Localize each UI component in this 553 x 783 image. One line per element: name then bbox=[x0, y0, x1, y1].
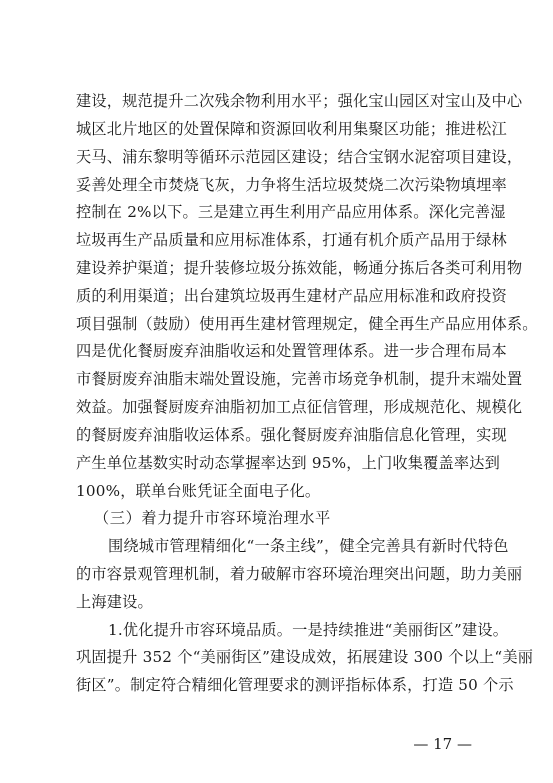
paragraph-1-line-13: 的餐厨废弃油脂收运体系。强化餐厨废弃油脂信息化管理，实现 bbox=[76, 425, 507, 444]
paragraph-1-line-1: 建设，规范提升二次残余物利用水平；强化宝山园区对宝山及中心 bbox=[76, 92, 523, 110]
paragraph-1-line-12: 效益。加强餐厨废弃油脂初加工点征信管理，形成规范化、规模化 bbox=[76, 398, 523, 416]
paragraph-1-line-2: 城区北片地区的处置保障和资源回收利用集聚区功能；推进松江 bbox=[76, 119, 507, 138]
paragraph-2-line-2: 的市容景观管理机制，着力破解市容环境治理突出问题，助力美丽 bbox=[76, 564, 523, 583]
paragraph-3-line-3: 街区”。制定符合精细化管理要求的测评指标体系，打造 50 个示 bbox=[76, 676, 514, 695]
paragraph-1-line-15: 100%，联单台账凭证全面电子化。 bbox=[76, 481, 321, 500]
paragraph-1-line-7: 建设养护渠道；提升装修垃圾分拣效能，畅通分拣后各类可利用物 bbox=[76, 258, 523, 277]
paragraph-3-line-1: 1.优化提升市容环境品质。一是持续推进“美丽街区”建设。 bbox=[108, 620, 509, 639]
paragraph-2-line-1: 围绕城市管理精细化“一条主线”，健全完善具有新时代特色 bbox=[108, 537, 509, 556]
paragraph-3-line-2: 巩固提升 352 个“美丽街区”建设成效，拓展建设 300 个以上“美丽 bbox=[76, 648, 534, 667]
paragraph-1-line-11: 市餐厨废弃油脂末端处置设施，完善市场竞争机制，提升末端处置 bbox=[76, 370, 523, 389]
section-heading: （三）着力提升市容环境治理水平 bbox=[94, 509, 331, 528]
paragraph-1-line-6: 垃圾再生产品质量和应用标准体系，打通有机介质产品用于绿林 bbox=[76, 231, 507, 250]
paragraph-1-line-10: 四是优化餐厨废弃油脂收运和处置管理体系。进一步合理布局本 bbox=[76, 342, 507, 361]
page-number: — 17 — bbox=[413, 735, 472, 753]
paragraph-1-line-14: 产生单位基数实时动态掌握率达到 95%，上门收集覆盖率达到 bbox=[76, 453, 501, 472]
paragraph-1-line-4: 妥善处理全市焚烧飞灰，力争将生活垃圾焚烧二次污染物填埋率 bbox=[76, 175, 507, 194]
paragraph-2-line-3: 上海建设。 bbox=[76, 592, 153, 611]
paragraph-1-line-3: 天马、浦东黎明等循环示范园区建设；结合宝钢水泥窑项目建设， bbox=[76, 147, 523, 166]
paragraph-1-line-8: 质的利用渠道；出台建筑垃圾再生建材产品应用标准和政府投资 bbox=[76, 286, 507, 305]
paragraph-1-line-9: 项目强制（鼓励）使用再生建材管理规定，健全再生产品应用体系。 bbox=[76, 314, 538, 333]
paragraph-1-line-5: 控制在 2%以下。三是建立再生利用产品应用体系。深化完善湿 bbox=[76, 203, 506, 222]
